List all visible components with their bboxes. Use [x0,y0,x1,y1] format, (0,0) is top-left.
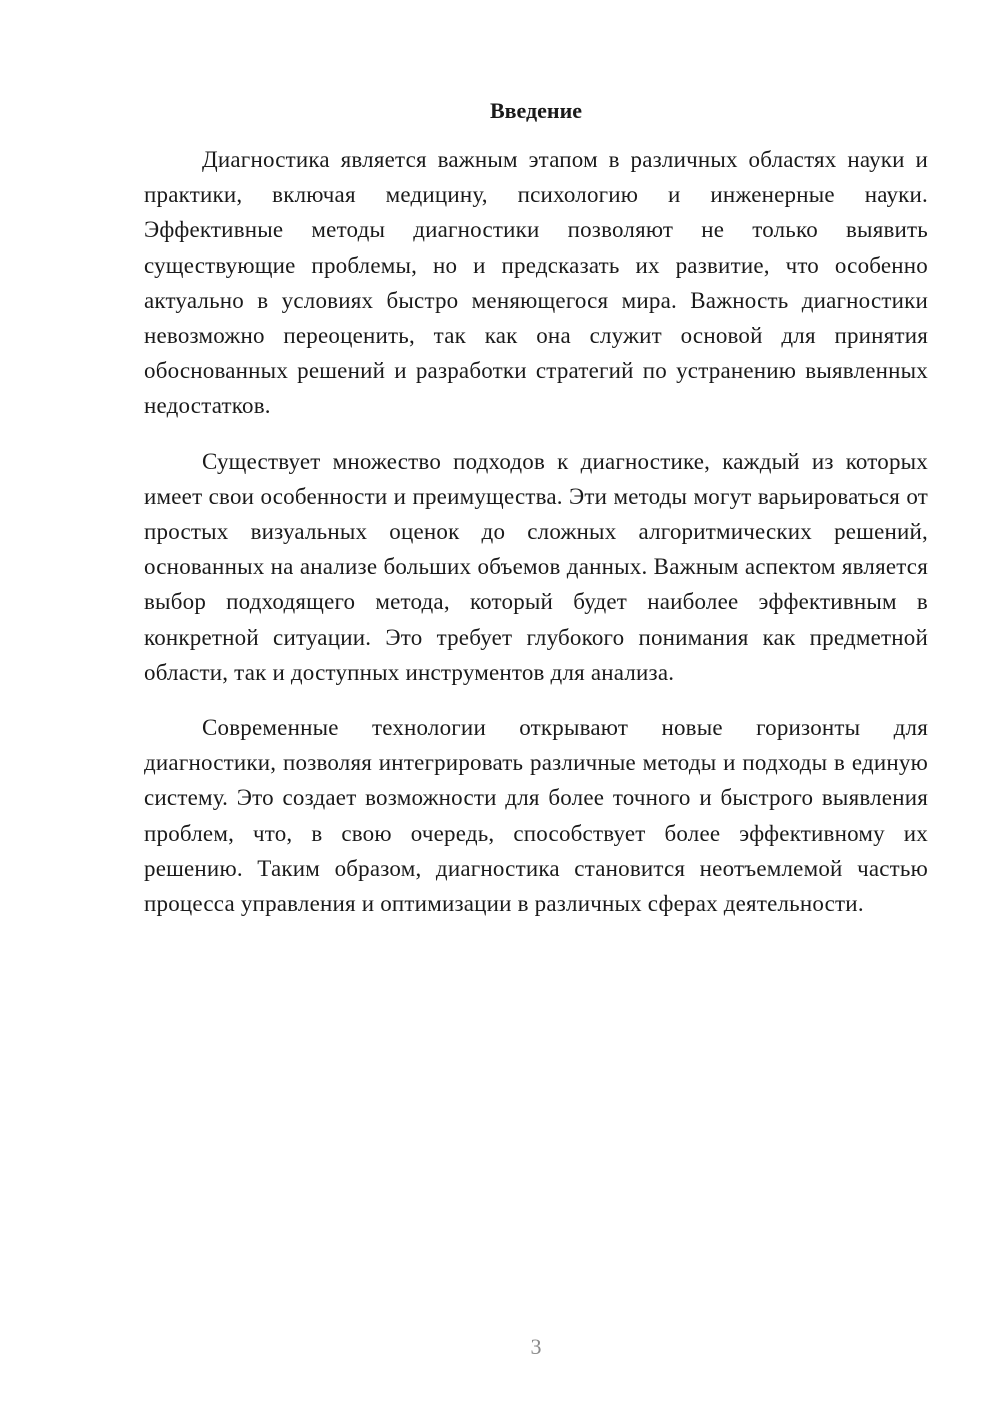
section-title: Введение [489,98,583,123]
page-content [144,96,928,941]
paragraph-1: Диагностика является важным этапом в различных областях науки и практики, включая медицину, психологию и инженерные науки. Эффективные методы диагностики позволяют не только выявить существующие проблемы, но и предсказать их развитие, что особенно актуально в условиях быстро меняющегося мира. Важность диагностики невозможно переоценить, так как она служит основой для принятия обоснованных решений и разработки стратегий по устранению выявленных недостатков. [144,147,928,419]
paragraph-2: Существует множество подходов к диагностике, каждый из которых имеет свои особенности и преимущества. Эти методы могут варьироваться от простых визуальных оценок до сложных алгоритмических решений, основанных на анализе больших объемов данных. Важным аспектом является выбор подходящего метода, который будет наиболее эффективным в конкретной ситуации. Это требует глубокого понимания как предметной области, так и доступных инструментов для анализа. [144,448,928,685]
page-number: 3 [530,1334,542,1359]
paragraph-3: Современные технологии открывают новые горизонты для диагностики, позволяя интегрировать различные методы и подходы в единую систему. Это создает возможности для более точного и быстрого выявления проблем, что, в свою очередь, способствует более эффективному их решению. Таким образом, диагностика становится неотъемлемой частью процесса управления и оптимизации в различных сферах деятельности. [144,715,928,917]
